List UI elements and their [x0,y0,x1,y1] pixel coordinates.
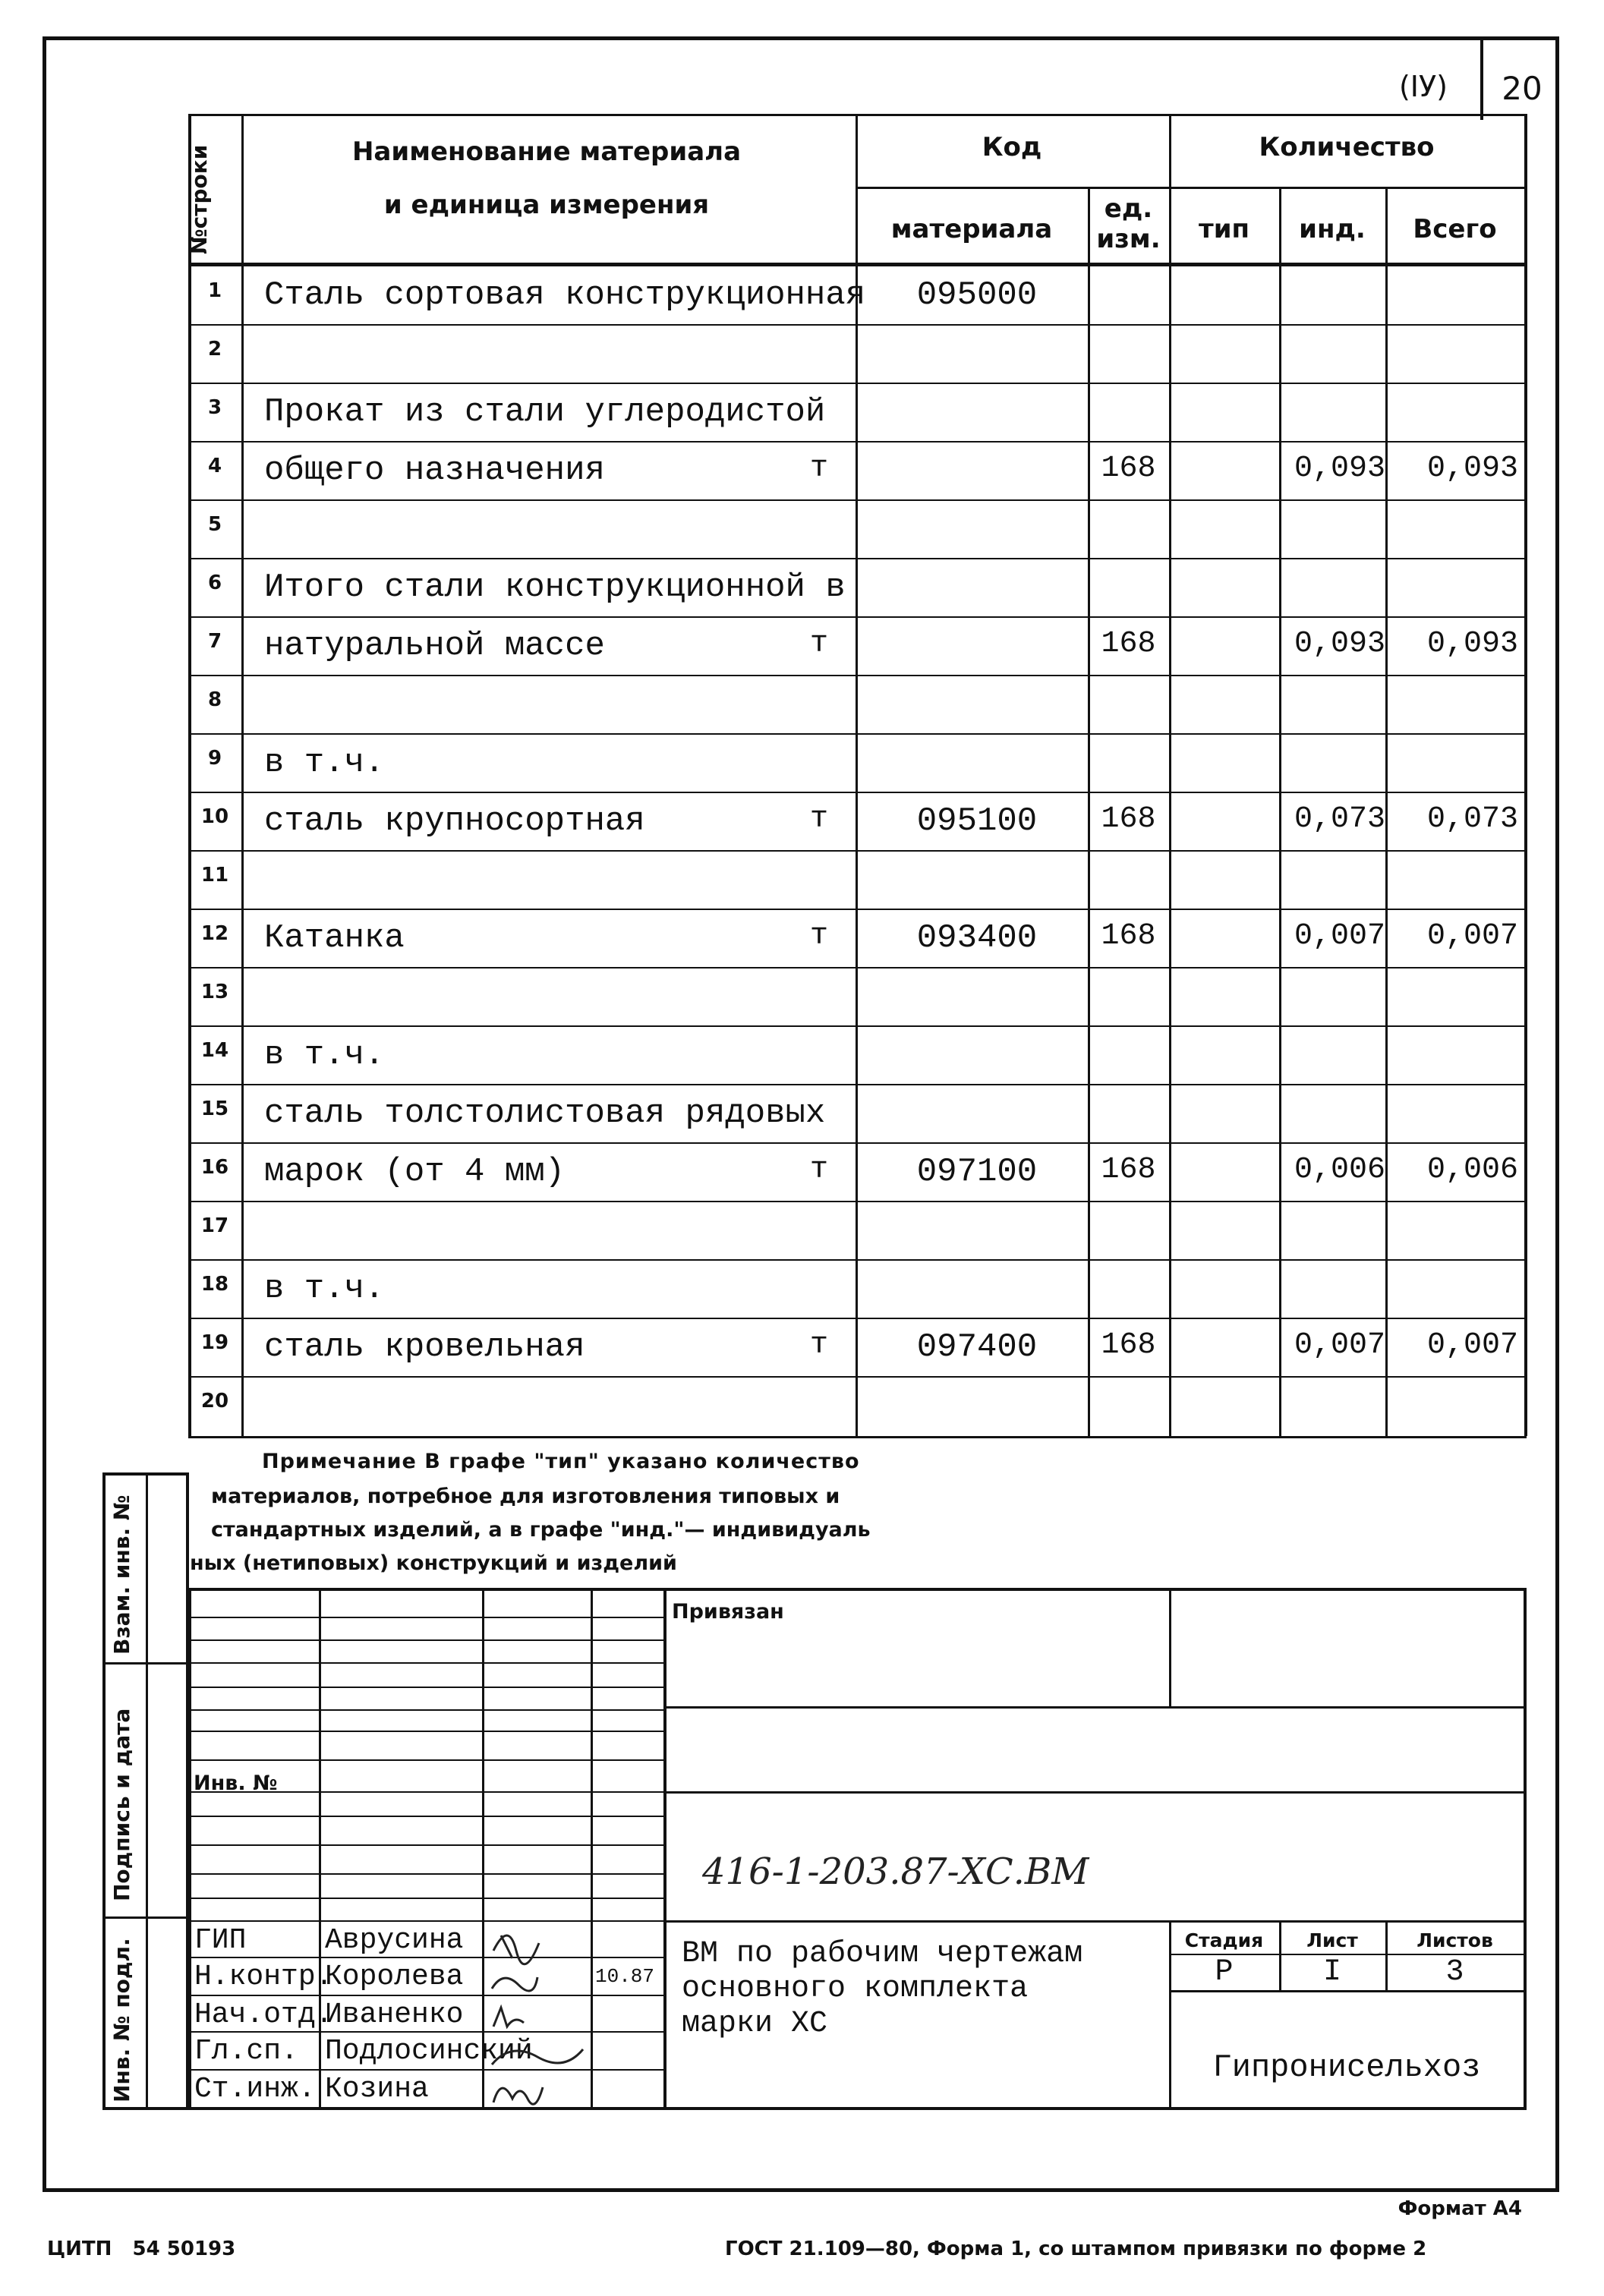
unit-code: 168 [1101,627,1156,661]
unit-header-line2: изм. [1096,224,1161,254]
unit-header-line1: ед. [1104,194,1153,224]
stage-label: Стадия [1184,1929,1264,1951]
footer-gost: ГОСТ 21.109—80, Форма 1, со штампом привязки по форме 2 [725,2238,1427,2260]
unit-code: 168 [1101,452,1156,486]
unit-code: 168 [1101,1153,1156,1187]
material-name: в т.ч. [264,744,385,782]
qty-ind: 0,007 [1294,919,1385,953]
material-name: сталь крупносортная [264,802,645,840]
unit-code: 168 [1101,919,1156,953]
row-number-header: №строки [187,144,212,254]
margin-inventory-label: Инв. № подл. [109,1938,134,2102]
note-line-2: материалов, потребное для изготовления типовых и [211,1485,840,1508]
unit-mark: т [810,1328,829,1362]
row-number: 17 [200,1214,229,1237]
qty-total: 0,093 [1426,452,1518,486]
title-line-2: основного комплекта [682,1972,1029,2006]
row-number: 8 [207,688,222,711]
row-number: 15 [200,1098,229,1120]
row-number: 1 [207,279,222,302]
stage-value: Р [1215,1955,1234,1989]
row-number: 5 [207,513,222,536]
sheet-code: (IУ) [1398,70,1448,103]
material-code: 093400 [916,919,1038,957]
qty-total: 0,093 [1426,627,1518,661]
total-header: Всего [1413,214,1497,244]
unit-code: 168 [1101,1328,1156,1362]
staff-role: Н.контр. [194,1961,333,1993]
signature-scribbles [486,1920,668,2110]
staff-role: Гл.сп. [194,2035,298,2068]
staff-name: Подлосинский [325,2035,533,2068]
material-name: Катанка [264,919,405,957]
row-number: 6 [207,572,222,594]
margin-signature-label: Подпись и дата [109,1708,134,1901]
staff-name: Козина [325,2073,429,2105]
material-name: Сталь сортовая конструкционная [264,276,866,314]
material-name: в т.ч. [264,1270,385,1308]
material-name: в т.ч. [264,1036,385,1074]
title-line-1: ВМ по рабочим чертежам [682,1937,1083,1971]
material-name: марок (от 4 мм) [264,1153,566,1191]
staff-name: Королева [325,1961,464,1993]
qty-total: 0,006 [1426,1153,1518,1187]
unit-mark: т [810,919,829,953]
row-number: 13 [200,981,229,1003]
material-code: 097100 [916,1153,1038,1191]
sheets-value: 3 [1445,1955,1464,1989]
footer-format: Формат А4 [1398,2197,1522,2220]
page-number: 20 [1502,70,1543,107]
staff-date: 10.87 [595,1965,655,1988]
qty-total: 0,007 [1426,1328,1518,1362]
staff-role: Нач.отд. [194,1998,333,2031]
sheet-value: I [1322,1955,1341,1989]
unit-mark: т [810,802,829,836]
qty-ind: 0,007 [1294,1328,1385,1362]
document-code: 416-1-203.87-ХС.ВМ [702,1850,1089,1893]
row-number: 16 [200,1156,229,1179]
sheets-label: Листов [1416,1929,1493,1951]
material-name: Итого стали конструкционной в [264,568,846,606]
row-number: 2 [207,338,222,361]
note-line-3: стандартных изделий, а в графе "инд."— индивидуаль [211,1518,871,1542]
qty-ind: 0,093 [1294,627,1385,661]
sheet-label: Лист [1306,1929,1358,1951]
material-code: 095000 [916,276,1038,314]
row-number: 7 [207,630,222,653]
row-number: 4 [207,455,222,477]
material-name: общего назначения [264,452,605,490]
unit-mark: т [810,1153,829,1187]
material-name: натуральной массе [264,627,605,665]
note-line-1: Примечание В графе "тип" указано количество [262,1450,860,1473]
unit-mark: т [810,627,829,661]
title-line-3: марки ХС [682,2007,828,2041]
qty-ind: 0,093 [1294,452,1385,486]
material-code: 097400 [916,1328,1038,1366]
staff-name: Иваненко [325,1998,464,2031]
material-name: Прокат из стали углеродистой [264,393,826,431]
code-header: Код [982,132,1042,162]
qty-total: 0,007 [1426,919,1518,953]
unit-mark: т [810,452,829,486]
tip-header: тип [1198,214,1250,244]
material-name: сталь кровельная [264,1328,585,1366]
name-header-line1: Наименование материала [351,137,742,167]
staff-role: ГИП [194,1924,247,1957]
row-number: 3 [207,396,222,419]
row-number: 10 [200,805,229,828]
staff-name: Аврусина [325,1924,464,1957]
qty-total: 0,073 [1426,802,1518,836]
privyazan-label: Привязан [672,1600,784,1624]
inventory-number-label: Инв. № [194,1772,278,1795]
material-name: сталь толстолистовая рядовых [264,1094,826,1132]
footer-left-code: ЦИТП 54 50193 [47,2238,236,2260]
row-number: 14 [200,1039,229,1062]
note-line-4: ных (нетиповых) конструкций и изделий [190,1551,677,1575]
staff-role: Ст.инж. [194,2073,316,2105]
row-number: 9 [207,747,222,770]
row-number: 19 [200,1331,229,1354]
row-number: 11 [200,864,229,887]
qty-ind: 0,006 [1294,1153,1385,1187]
material-code-header: материала [890,214,1053,244]
material-code: 095100 [916,802,1038,840]
row-number: 20 [200,1390,229,1413]
row-number: 12 [200,922,229,945]
ind-header: инд. [1299,214,1366,244]
quantity-header: Количество [1259,132,1435,162]
organization-name: Гипронисельхоз [1212,2049,1481,2086]
unit-code: 168 [1101,802,1156,836]
row-number: 18 [200,1273,229,1296]
name-header-line2: и единица измерения [383,190,710,220]
qty-ind: 0,073 [1294,802,1385,836]
margin-vzam-label: Взам. инв. № [109,1494,134,1655]
